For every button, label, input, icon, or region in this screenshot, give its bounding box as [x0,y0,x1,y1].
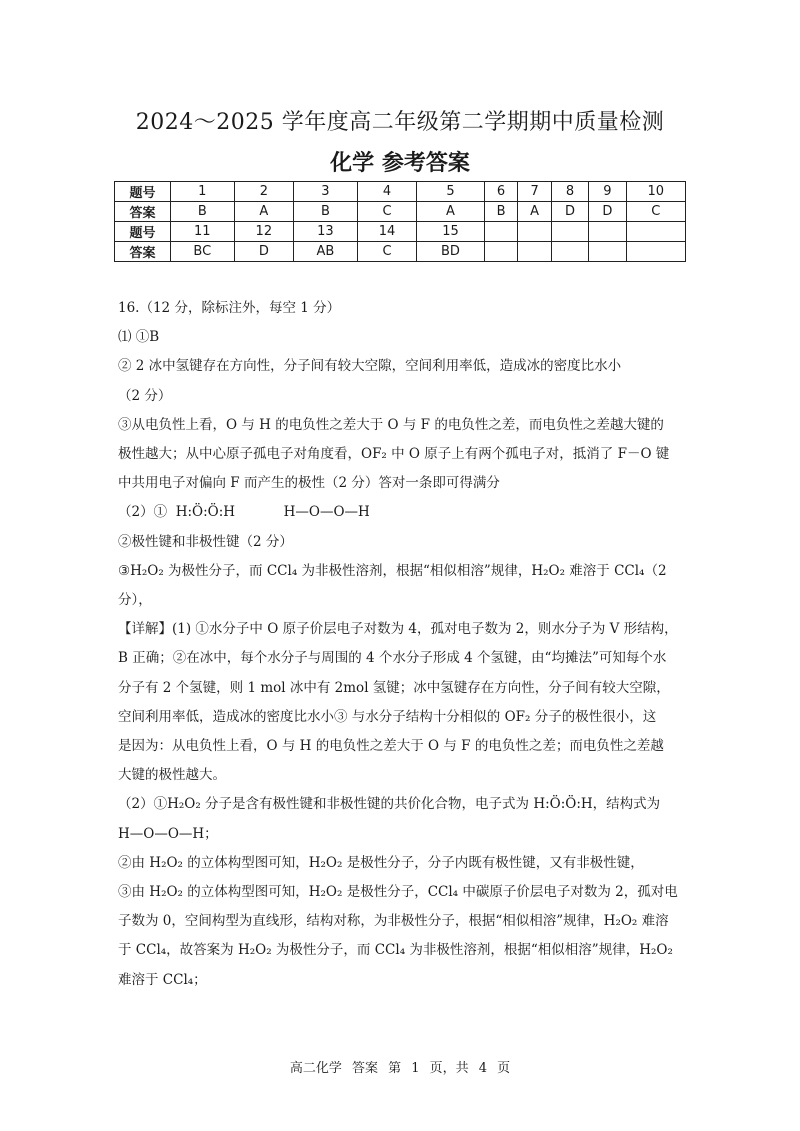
table-cell [518,242,552,262]
detail-line: 难溶于 CCl₄； [118,971,207,988]
page-footer: 高二化学 答案 第 1 页，共 4 页 [289,1061,511,1076]
table-cell: C [357,202,416,222]
table-cell: 2 [234,182,293,202]
table-cell: BC [171,242,235,262]
table-cell: A [417,202,485,222]
table-cell [518,222,552,242]
detail-line: ②由 H₂O₂ 的立体构型图可知，H₂O₂ 是极性分子，分子内既有极性键，又有非极性键， [118,854,644,871]
table-cell: 12 [234,222,293,242]
table-row-numbers-1 [115,182,686,202]
table-cell: B [294,202,358,222]
table-cell: 10 [626,182,685,202]
detail-line: 大键的极性越大。 [118,767,226,784]
row-label: 答案 [115,242,171,262]
table-cell [551,242,588,262]
table-cell: A [518,202,552,222]
table-row-answers-1 [115,202,686,222]
table-cell: AB [294,242,358,262]
table-cell: C [626,202,685,222]
detail-line: ③由 H₂O₂ 的立体构型图可知，H₂O₂ 是极性分子，CCl₄ 中碳原子价层电子对数为 2，孤对电 [118,884,678,901]
detail-line: B 正确；②在冰中，每个水分子与周围的 4 个水分子形成 4 个氢键，由“均摊法”可知每个水 [118,650,667,667]
table-cell [551,222,588,242]
page-subtitle: 化学 参考答案 [330,151,470,176]
detail-line: 是因为：从电负性上看，O 与 H 的电负性之差大于 O 与 F 的电负性之差；而电负性之差越 [118,738,664,755]
table-cell: 15 [417,222,485,242]
structural-formula: H—O—O—H [283,504,370,521]
detail-line: （2）①H₂O₂ 分子是含有极性键和非极性键的共价化合物，电子式为 H:Ö:Ö:H，结构式为 [118,796,661,813]
table-cell [626,222,685,242]
q16-part2-b: ②极性键和非极性键（2 分） [118,533,293,550]
table-cell: 8 [551,182,588,202]
table-cell [484,242,518,262]
q16-part2-a [118,498,698,527]
table-cell: 11 [171,222,235,242]
detail-line: 于 CCl₄，故答案为 H₂O₂ 为极性分子，而 CCl₄ 为非极性溶剂，根据“相似相溶”规律，H₂O₂ [118,942,673,959]
electron-formula: H:Ö:Ö:H [175,504,236,521]
detail-line: 空间利用率低，造成冰的密度比水小③ 与水分子结构十分相似的 OF₂ 分子的极性很小，这 [118,708,657,725]
row-label: 答案 [115,202,171,222]
table-cell: 4 [357,182,416,202]
table-cell: D [589,202,626,222]
q16-part1-c-line3: 中共用电子对偏向 F 而产生的极性（2 分）答对一条即可得满分 [118,475,500,492]
table-cell: D [551,202,588,222]
table-cell: 7 [518,182,552,202]
table-cell: 1 [171,182,235,202]
q16-part1-c-line2: 极性越大；从中心原子孤电子对角度看，OF₂ 中 O 原子上有两个孤电子对，抵消了 F－O 键 [118,446,670,463]
detail-line: 【详解】(1) ①水分子中 O 原子价层电子对数为 4，孤对电子数为 2，则水分子为 V 形结构， [118,621,678,638]
table-cell: 9 [589,182,626,202]
page-title: 2024～2025 学年度高二年级第二学期期中质量检测 [135,110,665,135]
row-label: 题号 [115,182,171,202]
q16-heading: 16.（12 分，除标注外，每空 1 分） [118,300,341,316]
table-cell: BD [417,242,485,262]
table-cell: B [484,202,518,222]
row-label: 题号 [115,222,171,242]
table-cell [589,222,626,242]
table-cell: 5 [417,182,485,202]
table-cell: 14 [357,222,416,242]
detail-line: 子数为 0，空间构型为直线形，结构对称，为非极性分子，根据“相似相溶”规律，H₂O₂ 难溶 [118,913,669,930]
q16-part1-c-line1: ③从电负性上看，O 与 H 的电负性之差大于 O 与 F 的电负性之差，而电负性之差越大键的 [118,416,664,433]
table-row-answers-2 [115,242,686,262]
table-cell: 6 [484,182,518,202]
q16-part2-label: （2）① [118,504,168,521]
table-cell [484,222,518,242]
table-cell: 3 [294,182,358,202]
answer-table [114,181,686,262]
detail-line: 分子有 2 个氢键，则 1 mol 冰中有 2mol 氢键；冰中氢键存在方向性，分子间有较大空隙， [118,679,670,696]
q16-part1-b-score: （2 分） [118,387,172,404]
table-cell: D [234,242,293,262]
q16-part2-c: ③H₂O₂ 为极性分子，而 CCl₄ 为非极性溶剂，根据“相似相溶”规律，H₂O₂ 难溶于 CCl₄（2 分）， [118,562,667,609]
table-cell: C [357,242,416,262]
table-cell: 13 [294,222,358,242]
answer-body [118,294,698,995]
q16-part1-b: ② 2 冰中氢键存在方向性，分子间有较大空隙，空间利用率低，造成冰的密度比水小 [118,358,622,375]
q16-part1-a: ⑴ ①B [118,329,160,346]
table-cell: A [234,202,293,222]
table-cell [589,242,626,262]
detail-line: H—O—O—H； [118,825,218,842]
table-row-numbers-2 [115,222,686,242]
table-cell: B [171,202,235,222]
table-cell [626,242,685,262]
